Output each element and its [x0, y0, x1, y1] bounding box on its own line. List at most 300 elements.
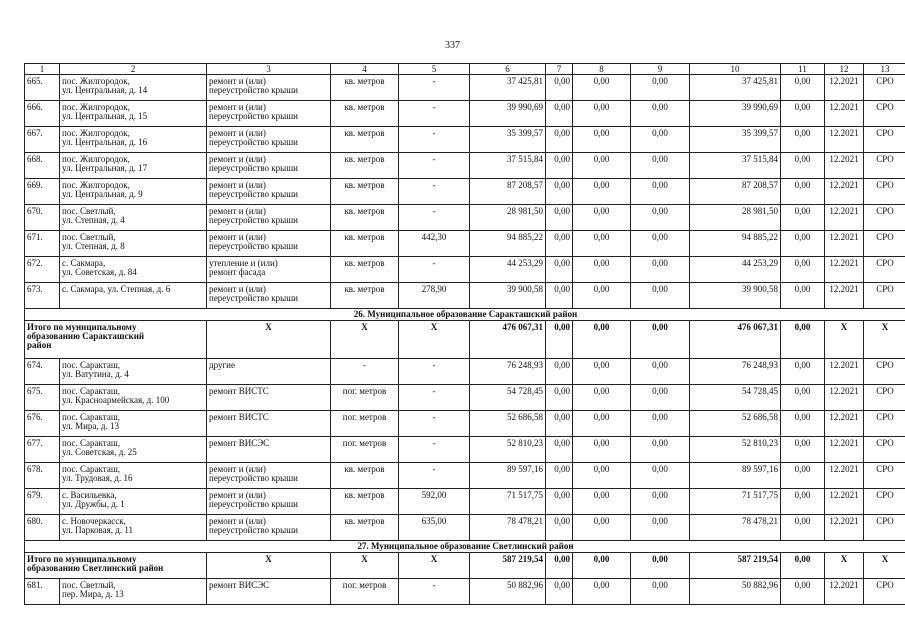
- cost-cell: 0,00: [573, 257, 631, 283]
- cost-fund-cell: 94 885,22: [690, 231, 781, 257]
- column-number-cell: 12: [825, 64, 864, 75]
- cost-cell: 0,00: [781, 579, 825, 605]
- cost-fund-cell: 39 900,58: [690, 283, 781, 309]
- cost-fund-cell: 54 728,45: [690, 385, 781, 411]
- address-cell-line: пер. Мира, д. 13: [62, 589, 124, 599]
- contractor-cell: СРО: [864, 205, 905, 231]
- cost-cell: 0,00: [631, 359, 690, 385]
- total-cell: 0,00: [781, 321, 825, 359]
- cost-cell: 0,00: [781, 359, 825, 385]
- cost-cell: 0,00: [546, 515, 573, 541]
- total-cell: 476 067,31: [690, 321, 781, 359]
- cost-cell: 0,00: [573, 437, 631, 463]
- section-title: 27. Муниципальное образование Светлинский район: [25, 541, 905, 553]
- column-number-cell: 4: [331, 64, 399, 75]
- cost-cell: 0,00: [781, 515, 825, 541]
- work-type-cell: [207, 437, 331, 463]
- work-type-cell-line: ремонт фасада: [209, 267, 266, 277]
- deadline-cell: 12.2021: [825, 205, 864, 231]
- column-number-cell: 2: [60, 64, 207, 75]
- total-row: [25, 553, 905, 579]
- contractor-cell: СРО: [864, 579, 905, 605]
- cost-fund-cell: 78 478,21: [690, 515, 781, 541]
- table-row: [25, 257, 905, 283]
- work-type-cell: [207, 411, 331, 437]
- contractor-cell: СРО: [864, 489, 905, 515]
- deadline-cell: 12.2021: [825, 283, 864, 309]
- contractor-cell: СРО: [864, 463, 905, 489]
- table-row: [25, 463, 905, 489]
- unit-cell: пог. метров: [331, 579, 399, 605]
- cost-cell: 0,00: [546, 283, 573, 309]
- address-cell: [60, 385, 207, 411]
- cost-cell: 0,00: [631, 411, 690, 437]
- quantity-cell: -: [399, 127, 470, 153]
- table-row: [25, 579, 905, 605]
- cost-cell: 0,00: [781, 489, 825, 515]
- cost-cell: 0,00: [573, 231, 631, 257]
- cost-fund-cell: 37 515,84: [690, 153, 781, 179]
- table-row: [25, 411, 905, 437]
- cost-cell: 0,00: [546, 205, 573, 231]
- quantity-cell: -: [399, 463, 470, 489]
- deadline-cell: 12.2021: [825, 231, 864, 257]
- cost-fund-cell: 35 399,57: [690, 127, 781, 153]
- address-cell-line: ул. Советская, д. 84: [62, 267, 137, 277]
- cost-cell: 0,00: [546, 359, 573, 385]
- cost-cell: 0,00: [573, 411, 631, 437]
- address-cell: [60, 205, 207, 231]
- row-number: 675.: [25, 385, 60, 411]
- work-type-cell-line: другие: [209, 360, 235, 370]
- cost-cell: 0,00: [546, 579, 573, 605]
- cost-cell: 0,00: [781, 411, 825, 437]
- address-cell-line: пос. Саракташ,: [62, 464, 120, 474]
- cost-total-cell: 50 882,96: [470, 579, 546, 605]
- work-type-cell-line: переустройство крыши: [209, 189, 298, 199]
- cost-cell: 0,00: [631, 231, 690, 257]
- row-number: 678.: [25, 463, 60, 489]
- contractor-cell: СРО: [864, 385, 905, 411]
- unit-cell: кв. метров: [331, 283, 399, 309]
- row-number: 665.: [25, 75, 60, 101]
- total-cell: 587 219,54: [690, 553, 781, 579]
- deadline-cell: 12.2021: [825, 179, 864, 205]
- contractor-cell: СРО: [864, 257, 905, 283]
- address-cell: [60, 231, 207, 257]
- table-row: [25, 283, 905, 309]
- cost-fund-cell: 50 882,96: [690, 579, 781, 605]
- address-cell-line: ул. Центральная, д. 16: [62, 137, 148, 147]
- address-cell-line: ул. Трудовая, д. 16: [62, 473, 133, 483]
- table-row: [25, 75, 905, 101]
- work-type-cell: [207, 515, 331, 541]
- table-row: [25, 101, 905, 127]
- work-type-cell: [207, 231, 331, 257]
- work-type-cell: [207, 179, 331, 205]
- table-row: [25, 231, 905, 257]
- work-type-cell-line: ремонт ВИСЭС: [209, 580, 270, 590]
- cost-total-cell: 37 515,84: [470, 153, 546, 179]
- cost-total-cell: 71 517,75: [470, 489, 546, 515]
- row-number: 669.: [25, 179, 60, 205]
- total-cell: X: [207, 321, 331, 359]
- work-type-cell: [207, 463, 331, 489]
- quantity-cell: -: [399, 179, 470, 205]
- address-cell: [60, 463, 207, 489]
- work-type-cell-line: ремонт и (или): [209, 490, 266, 500]
- section-row: [25, 309, 905, 321]
- deadline-cell: 12.2021: [825, 437, 864, 463]
- address-cell-line: с. Сакмара, ул. Степная, д. 6: [62, 284, 171, 294]
- work-type-cell-line: переустройство крыши: [209, 499, 298, 509]
- deadline-cell: 12.2021: [825, 75, 864, 101]
- address-cell-line: ул. Центральная, д. 17: [62, 163, 148, 173]
- address-cell-line: ул. Красноармейская, д. 100: [62, 395, 170, 405]
- address-cell-line: пос. Жилгородок,: [62, 76, 130, 86]
- cost-total-cell: 89 597,16: [470, 463, 546, 489]
- work-type-cell-line: переустройство крыши: [209, 241, 298, 251]
- cost-fund-cell: 89 597,16: [690, 463, 781, 489]
- unit-cell: кв. метров: [331, 179, 399, 205]
- work-type-cell-line: ремонт и (или): [209, 102, 266, 112]
- address-cell-line: пос. Жилгородок,: [62, 102, 130, 112]
- cost-cell: 0,00: [573, 75, 631, 101]
- cost-fund-cell: 52 686,58: [690, 411, 781, 437]
- table-row: [25, 515, 905, 541]
- total-cell: 476 067,31: [470, 321, 546, 359]
- quantity-cell: -: [399, 579, 470, 605]
- cost-cell: 0,00: [546, 127, 573, 153]
- cost-fund-cell: 37 425,81: [690, 75, 781, 101]
- column-number-cell: 7: [546, 64, 573, 75]
- contractor-cell: СРО: [864, 127, 905, 153]
- cost-total-cell: 76 248,93: [470, 359, 546, 385]
- row-number: 668.: [25, 153, 60, 179]
- deadline-cell: 12.2021: [825, 515, 864, 541]
- cost-cell: 0,00: [781, 283, 825, 309]
- work-type-cell-line: переустройство крыши: [209, 293, 298, 303]
- cost-cell: 0,00: [546, 411, 573, 437]
- cost-cell: 0,00: [781, 231, 825, 257]
- table-body: [25, 64, 905, 605]
- table-row: [25, 205, 905, 231]
- cost-cell: 0,00: [573, 463, 631, 489]
- row-number: 670.: [25, 205, 60, 231]
- cost-fund-cell: 52 810,23: [690, 437, 781, 463]
- work-type-cell-line: ремонт и (или): [209, 206, 266, 216]
- cost-total-cell: 37 425,81: [470, 75, 546, 101]
- cost-cell: 0,00: [546, 437, 573, 463]
- work-type-cell-line: ремонт и (или): [209, 128, 266, 138]
- total-label-line: образованию Светлинский район: [27, 563, 164, 573]
- unit-cell: пог. метров: [331, 411, 399, 437]
- deadline-cell: 12.2021: [825, 579, 864, 605]
- work-type-cell: [207, 127, 331, 153]
- address-cell: [60, 179, 207, 205]
- table-row: [25, 385, 905, 411]
- quantity-cell: -: [399, 153, 470, 179]
- address-cell-line: ул. Центральная, д. 15: [62, 111, 148, 121]
- address-cell: [60, 127, 207, 153]
- row-number: 676.: [25, 411, 60, 437]
- cost-cell: 0,00: [573, 359, 631, 385]
- cost-cell: 0,00: [631, 75, 690, 101]
- cost-cell: 0,00: [631, 101, 690, 127]
- contractor-cell: СРО: [864, 75, 905, 101]
- address-cell-line: пос. Жилгородок,: [62, 154, 130, 164]
- cost-cell: 0,00: [631, 179, 690, 205]
- table-row: [25, 127, 905, 153]
- deadline-cell: 12.2021: [825, 257, 864, 283]
- cost-cell: 0,00: [546, 257, 573, 283]
- contractor-cell: СРО: [864, 437, 905, 463]
- cost-cell: 0,00: [546, 101, 573, 127]
- cost-fund-cell: 39 990,69: [690, 101, 781, 127]
- cost-total-cell: 94 885,22: [470, 231, 546, 257]
- quantity-cell: -: [399, 75, 470, 101]
- cost-cell: 0,00: [781, 257, 825, 283]
- table-row: [25, 153, 905, 179]
- total-label-line: Итого по муниципальному: [27, 322, 137, 332]
- column-number-cell: 11: [781, 64, 825, 75]
- cost-cell: 0,00: [573, 579, 631, 605]
- total-cell: 0,00: [546, 321, 573, 359]
- total-cell: X: [207, 553, 331, 579]
- address-cell-line: пос. Светлый,: [62, 580, 116, 590]
- address-cell-line: ул. Парковая, д. 11: [62, 525, 134, 535]
- work-type-cell-line: переустройство крыши: [209, 473, 298, 483]
- column-number-cell: 3: [207, 64, 331, 75]
- quantity-cell: -: [399, 437, 470, 463]
- unit-cell: кв. метров: [331, 101, 399, 127]
- unit-cell: кв. метров: [331, 127, 399, 153]
- address-cell-line: пос. Саракташ,: [62, 360, 120, 370]
- row-number: 674.: [25, 359, 60, 385]
- cost-fund-cell: 71 517,75: [690, 489, 781, 515]
- work-type-cell: [207, 579, 331, 605]
- cost-cell: 0,00: [573, 127, 631, 153]
- contractor-cell: СРО: [864, 153, 905, 179]
- total-cell: X: [399, 321, 470, 359]
- cost-cell: 0,00: [573, 489, 631, 515]
- contractor-cell: СРО: [864, 283, 905, 309]
- total-label-line: район: [27, 340, 52, 350]
- address-cell-line: с. Новочеркасск,: [62, 516, 126, 526]
- cost-fund-cell: 44 253,29: [690, 257, 781, 283]
- quantity-cell: 592,00: [399, 489, 470, 515]
- row-number: 671.: [25, 231, 60, 257]
- work-type-cell-line: переустройство крыши: [209, 163, 298, 173]
- address-cell-line: с. Васильевка,: [62, 490, 117, 500]
- work-type-cell: [207, 75, 331, 101]
- quantity-cell: 635,00: [399, 515, 470, 541]
- work-type-cell-line: ремонт ВИСТС: [209, 412, 269, 422]
- address-cell-line: ул. Центральная, д. 9: [62, 189, 143, 199]
- unit-cell: пог. метров: [331, 437, 399, 463]
- work-type-cell-line: переустройство крыши: [209, 215, 298, 225]
- cost-cell: 0,00: [546, 489, 573, 515]
- work-type-cell: [207, 359, 331, 385]
- address-cell: [60, 579, 207, 605]
- address-cell: [60, 257, 207, 283]
- total-cell: X: [864, 321, 905, 359]
- unit-cell: кв. метров: [331, 515, 399, 541]
- quantity-cell: 278,90: [399, 283, 470, 309]
- quantity-cell: -: [399, 205, 470, 231]
- cost-cell: 0,00: [631, 385, 690, 411]
- repair-program-table: [24, 63, 905, 605]
- total-label: [25, 321, 207, 359]
- cost-cell: 0,00: [781, 205, 825, 231]
- address-cell-line: ул. Дружбы, д. 1: [62, 499, 125, 509]
- address-cell-line: ул. Советская, д. 25: [62, 447, 137, 457]
- address-cell: [60, 489, 207, 515]
- row-number: 673.: [25, 283, 60, 309]
- total-label: [25, 553, 207, 579]
- address-cell-line: пос. Жилгородок,: [62, 128, 130, 138]
- cost-fund-cell: 87 208,57: [690, 179, 781, 205]
- cost-total-cell: 52 810,23: [470, 437, 546, 463]
- work-type-cell-line: переустройство крыши: [209, 137, 298, 147]
- row-number: 666.: [25, 101, 60, 127]
- work-type-cell-line: ремонт и (или): [209, 154, 266, 164]
- cost-cell: 0,00: [573, 101, 631, 127]
- address-cell: [60, 515, 207, 541]
- cost-total-cell: 39 990,69: [470, 101, 546, 127]
- address-cell-line: ул. Ватутина, д. 4: [62, 369, 129, 379]
- cost-total-cell: 52 686,58: [470, 411, 546, 437]
- deadline-cell: 12.2021: [825, 359, 864, 385]
- table-row: [25, 179, 905, 205]
- work-type-cell: [207, 153, 331, 179]
- section-row: [25, 541, 905, 553]
- work-type-cell-line: ремонт ВИСТС: [209, 386, 269, 396]
- unit-cell: кв. метров: [331, 153, 399, 179]
- address-cell-line: ул. Степная, д. 8: [62, 241, 125, 251]
- cost-total-cell: 78 478,21: [470, 515, 546, 541]
- row-number: 677.: [25, 437, 60, 463]
- total-cell: X: [825, 321, 864, 359]
- row-number: 680.: [25, 515, 60, 541]
- total-cell: X: [864, 553, 905, 579]
- cost-cell: 0,00: [573, 153, 631, 179]
- table-row: [25, 489, 905, 515]
- cost-cell: 0,00: [631, 437, 690, 463]
- section-title: 26. Муниципальное образование Саракташский район: [25, 309, 905, 321]
- address-cell-line: пос. Светлый,: [62, 232, 116, 242]
- address-cell-line: пос. Саракташ,: [62, 386, 120, 396]
- address-cell-line: с. Сакмара,: [62, 258, 106, 268]
- deadline-cell: 12.2021: [825, 411, 864, 437]
- contractor-cell: СРО: [864, 359, 905, 385]
- total-label-line: Итого по муниципальному: [27, 554, 137, 564]
- address-cell-line: ул. Степная, д. 4: [62, 215, 125, 225]
- quantity-cell: -: [399, 411, 470, 437]
- column-number-cell: 8: [573, 64, 631, 75]
- cost-cell: 0,00: [781, 179, 825, 205]
- cost-cell: 0,00: [781, 127, 825, 153]
- address-cell-line: пос. Саракташ,: [62, 412, 120, 422]
- address-cell: [60, 283, 207, 309]
- cost-fund-cell: 76 248,93: [690, 359, 781, 385]
- cost-cell: 0,00: [573, 179, 631, 205]
- contractor-cell: СРО: [864, 231, 905, 257]
- address-cell-line: ул. Мира, д. 13: [62, 421, 119, 431]
- unit-cell: кв. метров: [331, 231, 399, 257]
- cost-total-cell: 39 900,58: [470, 283, 546, 309]
- column-number-cell: 10: [690, 64, 781, 75]
- cost-total-cell: 28 981,50: [470, 205, 546, 231]
- address-cell: [60, 359, 207, 385]
- cost-cell: 0,00: [631, 463, 690, 489]
- total-cell: 0,00: [546, 553, 573, 579]
- row-number: 681.: [25, 579, 60, 605]
- column-number-row: [25, 64, 905, 75]
- row-number: 672.: [25, 257, 60, 283]
- unit-cell: кв. метров: [331, 75, 399, 101]
- cost-cell: 0,00: [781, 463, 825, 489]
- cost-total-cell: 44 253,29: [470, 257, 546, 283]
- address-cell: [60, 101, 207, 127]
- total-cell: 0,00: [631, 321, 690, 359]
- address-cell-line: ул. Центральная, д. 14: [62, 85, 148, 95]
- total-cell: X: [399, 553, 470, 579]
- cost-cell: 0,00: [781, 437, 825, 463]
- contractor-cell: СРО: [864, 515, 905, 541]
- cost-cell: 0,00: [781, 385, 825, 411]
- address-cell: [60, 411, 207, 437]
- quantity-cell: -: [399, 257, 470, 283]
- page-number: 337: [445, 40, 460, 51]
- quantity-cell: -: [399, 359, 470, 385]
- work-type-cell: [207, 283, 331, 309]
- total-cell: 0,00: [573, 321, 631, 359]
- work-type-cell: [207, 101, 331, 127]
- total-cell: X: [825, 553, 864, 579]
- unit-cell: кв. метров: [331, 463, 399, 489]
- unit-cell: пог. метров: [331, 385, 399, 411]
- cost-cell: 0,00: [546, 385, 573, 411]
- total-row: [25, 321, 905, 359]
- total-cell: 0,00: [573, 553, 631, 579]
- contractor-cell: СРО: [864, 101, 905, 127]
- address-cell-line: пос. Жилгородок,: [62, 180, 130, 190]
- address-cell-line: пос. Саракташ,: [62, 438, 120, 448]
- cost-cell: 0,00: [631, 489, 690, 515]
- work-type-cell-line: ремонт и (или): [209, 284, 266, 294]
- deadline-cell: 12.2021: [825, 385, 864, 411]
- cost-cell: 0,00: [781, 153, 825, 179]
- table-row: [25, 359, 905, 385]
- unit-cell: кв. метров: [331, 205, 399, 231]
- cost-cell: 0,00: [546, 463, 573, 489]
- total-cell: 0,00: [781, 553, 825, 579]
- column-number-cell: 9: [631, 64, 690, 75]
- cost-cell: 0,00: [631, 127, 690, 153]
- quantity-cell: 442,30: [399, 231, 470, 257]
- deadline-cell: 12.2021: [825, 127, 864, 153]
- address-cell: [60, 437, 207, 463]
- work-type-cell-line: ремонт ВИСЭС: [209, 438, 270, 448]
- work-type-cell-line: ремонт и (или): [209, 516, 266, 526]
- cost-fund-cell: 28 981,50: [690, 205, 781, 231]
- row-number: 667.: [25, 127, 60, 153]
- work-type-cell: [207, 205, 331, 231]
- table-row: [25, 437, 905, 463]
- cost-cell: 0,00: [573, 515, 631, 541]
- cost-cell: 0,00: [546, 153, 573, 179]
